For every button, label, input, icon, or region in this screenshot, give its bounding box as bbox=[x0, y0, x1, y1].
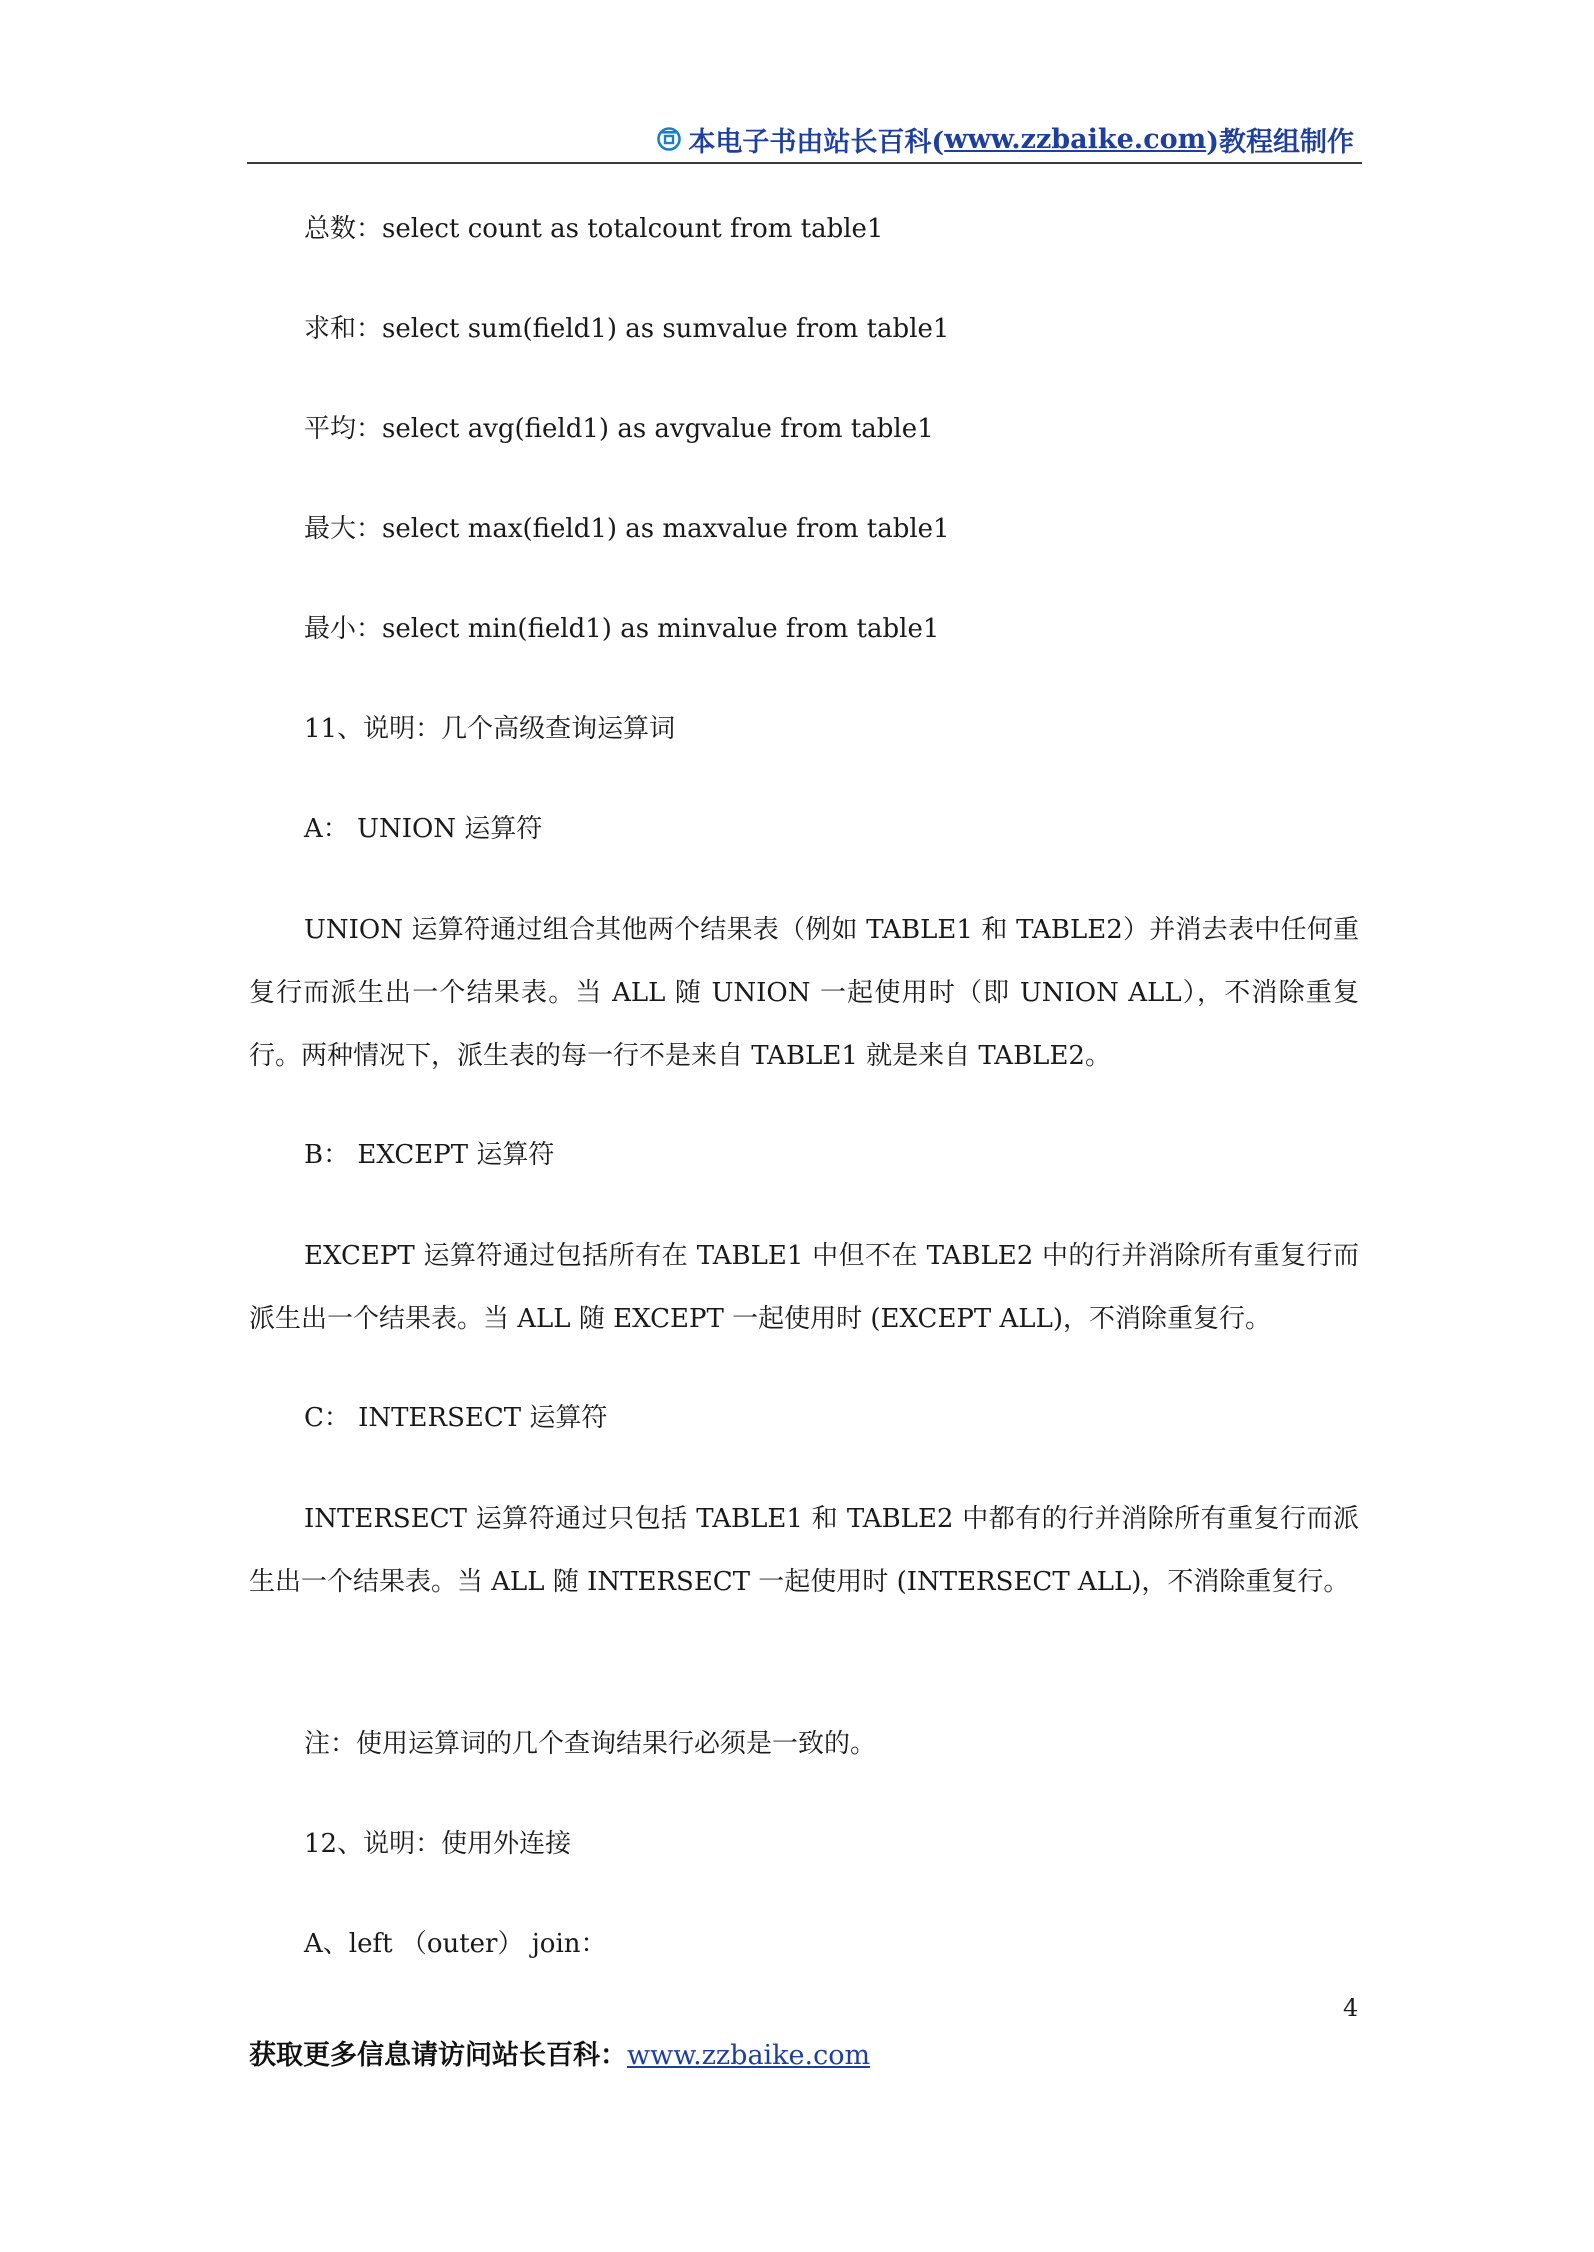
text-line-max: 最大：select max(field1) as maxvalue from table1 bbox=[304, 514, 950, 544]
page-header bbox=[247, 118, 1362, 164]
subheading-left-join: A、left （outer） join： bbox=[304, 1929, 607, 1959]
subheading-except: B： EXCEPT 运算符 bbox=[304, 1140, 555, 1170]
paragraph-intersect bbox=[249, 1488, 1359, 1614]
paragraph-union bbox=[249, 899, 1359, 1088]
header-banner bbox=[656, 120, 1354, 159]
note-line: 注：使用运算词的几个查询结果行必须是一致的。 bbox=[304, 1729, 877, 1759]
subheading-intersect: C： INTERSECT 运算符 bbox=[304, 1403, 608, 1433]
subheading-union: A： UNION 运算符 bbox=[304, 814, 543, 844]
header-suffix: )教程组制作 bbox=[1206, 127, 1354, 158]
paragraph-except bbox=[249, 1225, 1359, 1351]
section-heading-11: 11、说明：几个高级查询运算词 bbox=[304, 714, 676, 744]
footer-link[interactable]: www.zzbaike.com bbox=[627, 2040, 871, 2071]
text-line-sum: 求和：select sum(field1) as sumvalue from table1 bbox=[304, 314, 950, 344]
page-number: 4 bbox=[1343, 1994, 1359, 2022]
page-footer bbox=[249, 2033, 870, 2072]
zzbaike-logo-icon bbox=[656, 126, 682, 152]
paragraph-union-text: UNION 运算符通过组合其他两个结果表（例如 TABLE1 和 TABLE2）并消去表中任何重复行而派生出一个结果表。当 ALL 随 UNION 一起使用时（即 UNION ALL），不消除重复行。两种情况下，派生表的每一行不是来自 TABLE1 就是来自 TABLE2。 bbox=[249, 915, 1359, 1071]
text-line-count: 总数：select count as totalcount from table1 bbox=[304, 214, 884, 244]
text-line-min: 最小：select min(field1) as minvalue from table1 bbox=[304, 614, 940, 644]
footer-label: 获取更多信息请访问站长百科： bbox=[249, 2040, 627, 2071]
section-heading-12: 12、说明：使用外连接 bbox=[304, 1829, 572, 1859]
paragraph-except-text: EXCEPT 运算符通过包括所有在 TABLE1 中但不在 TABLE2 中的行并消除所有重复行而派生出一个结果表。当 ALL 随 EXCEPT 一起使用时 (EXCEPT ALL)，不消除重复行。 bbox=[249, 1241, 1359, 1334]
text-line-avg: 平均：select avg(field1) as avgvalue from table1 bbox=[304, 414, 934, 444]
header-prefix: 本电子书由站长百科( bbox=[688, 127, 945, 158]
paragraph-intersect-text: INTERSECT 运算符通过只包括 TABLE1 和 TABLE2 中都有的行并消除所有重复行而派生出一个结果表。当 ALL 随 INTERSECT 一起使用时 (INTERSECT ALL)，不消除重复行。 bbox=[249, 1504, 1359, 1597]
header-link[interactable]: www.zzbaike.com bbox=[944, 124, 1207, 155]
